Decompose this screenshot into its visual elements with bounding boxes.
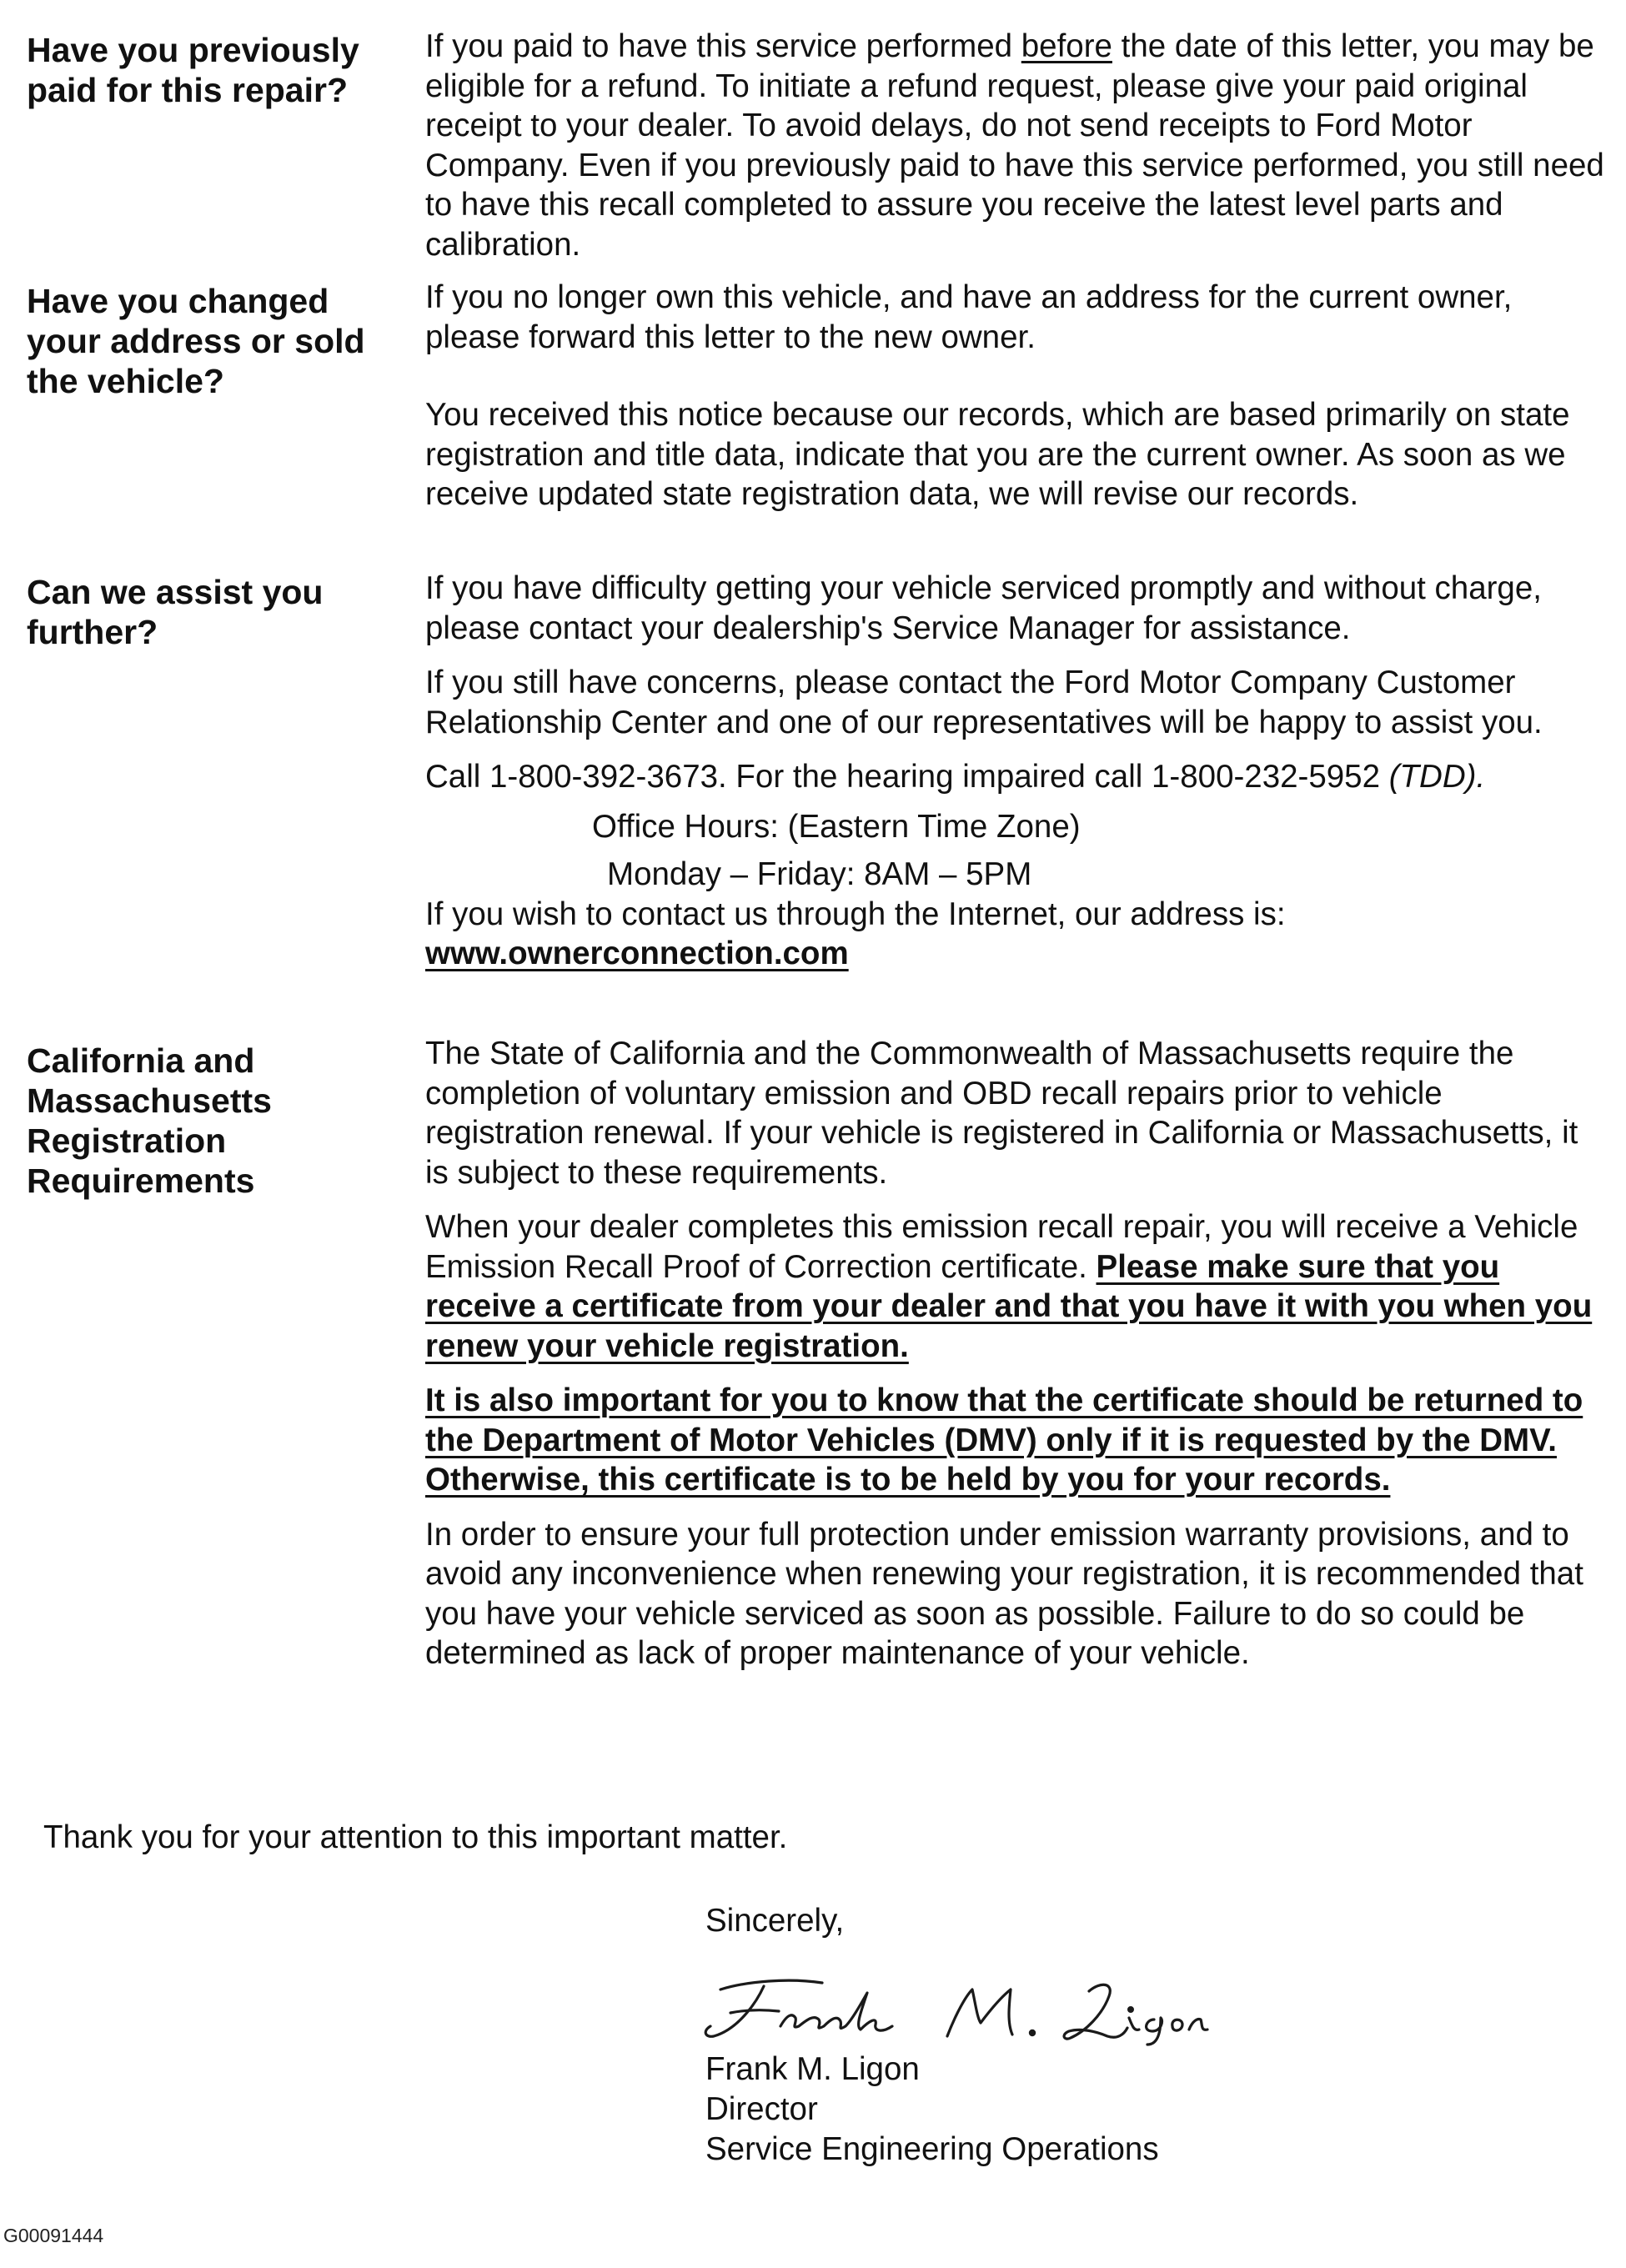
salutation: Sincerely, bbox=[705, 1903, 845, 1939]
emphasis-before: before bbox=[1021, 28, 1112, 64]
section-heading bbox=[27, 1041, 394, 1201]
closing-line: Thank you for your attention to this important matter. bbox=[43, 1819, 788, 1855]
signature-block bbox=[705, 1901, 1214, 2170]
paragraph: If you no longer own this vehicle, and have an address for the current owner, please forward this letter to the new owner. bbox=[425, 279, 1513, 355]
paragraph: If you have difficulty getting your vehicle serviced promptly and without charge, please contact your dealership's Service Manager for assistance. bbox=[425, 570, 1542, 646]
internet-line: If you wish to contact us through the Internet, our address is: bbox=[425, 896, 1286, 932]
heading-line: Requirements bbox=[27, 1162, 255, 1200]
office-hours-label: Office Hours: (Eastern Time Zone) bbox=[592, 808, 1081, 845]
paragraph: In order to ensure your full protection under emission warranty provisions, and to avoid any inconvenience when renewing your registration, it is recommended that you have your vehicle serviced as soon as possible. Failure to do so could be determined as lack of proper maintenance of your vehicle. bbox=[425, 1516, 1583, 1671]
handwritten-signature bbox=[697, 1971, 1214, 2046]
text: Call 1-800-392-3673. For the hearing impaired call 1-800-232-5952 bbox=[425, 759, 1389, 795]
section-heading bbox=[27, 281, 394, 401]
paragraph: The State of California and the Commonwealth of Massachusetts require the completion of voluntary emission and OBD recall repairs prior to vehicle registration renewal. If your vehicle is registered in California or Massachusetts, it is subject to these requirements. bbox=[425, 1036, 1578, 1191]
signer-name: Frank M. Ligon bbox=[705, 2051, 920, 2087]
section-heading bbox=[27, 572, 394, 652]
section-body bbox=[425, 1034, 1609, 1673]
office-hours-days: Monday – Friday: 8AM – 5PM bbox=[607, 856, 1032, 892]
heading-line: Have you changed bbox=[27, 282, 329, 320]
paragraph: You received this notice because our records, which are based primarily on state registration and title data, indicate that you are the current owner. As soon as we receive updated state registration data, we will revise our records. bbox=[425, 397, 1570, 512]
signer-department: Service Engineering Operations bbox=[705, 2131, 1159, 2167]
heading-line: Registration bbox=[27, 1121, 227, 1160]
signer-title: Director bbox=[705, 2091, 818, 2127]
phone-line bbox=[425, 757, 1609, 797]
document-id: G00091444 bbox=[3, 2225, 104, 2246]
tdd-label: (TDD). bbox=[1388, 759, 1486, 795]
certificate-notice: Please make sure that you receive a certificate from your dealer and that you have it with you when you renew your vehicle registration. bbox=[425, 1248, 1593, 1364]
section-heading bbox=[27, 30, 394, 110]
text: the date of this letter, you may be eligible for a refund. To initiate a refund request, please give your paid original receipt to your dealer. To avoid delays, do not send receipts to Ford Motor Company. Even if you previously paid to have this service performed, you still need to have this recall completed to assure you receive the latest level parts and calibration. bbox=[425, 28, 1604, 263]
heading-line: your address or sold bbox=[27, 322, 365, 360]
website-link[interactable]: www.ownerconnection.com bbox=[425, 936, 849, 971]
paragraph bbox=[425, 1207, 1609, 1366]
heading-line: Can we assist you bbox=[27, 573, 324, 611]
section-body bbox=[425, 278, 1609, 514]
text: When your dealer completes this emission recall repair, you will receive a Vehicle Emission Recall Proof of Correction certificate. bbox=[425, 1209, 1578, 1285]
section-body bbox=[425, 27, 1609, 264]
heading-line: paid for this repair? bbox=[27, 71, 348, 109]
section-body bbox=[425, 569, 1609, 974]
text: If you paid to have this service performed bbox=[425, 28, 1021, 64]
heading-line: the vehicle? bbox=[27, 362, 224, 400]
heading-line: California and bbox=[27, 1041, 255, 1080]
heading-line: further? bbox=[27, 613, 158, 651]
heading-line: Have you previously bbox=[27, 31, 359, 69]
paragraph bbox=[425, 27, 1609, 264]
heading-line: Massachusetts bbox=[27, 1081, 272, 1120]
dmv-notice: It is also important for you to know that the certificate should be returned to the Department of Motor Vehicles (DMV) only if it is requested by the DMV. Otherwise, this certificate is to be held by you for your records. bbox=[425, 1382, 1583, 1498]
paragraph: If you still have concerns, please contact the Ford Motor Company Customer Relationship Center and one of our representatives will be happy to assist you. bbox=[425, 665, 1543, 740]
